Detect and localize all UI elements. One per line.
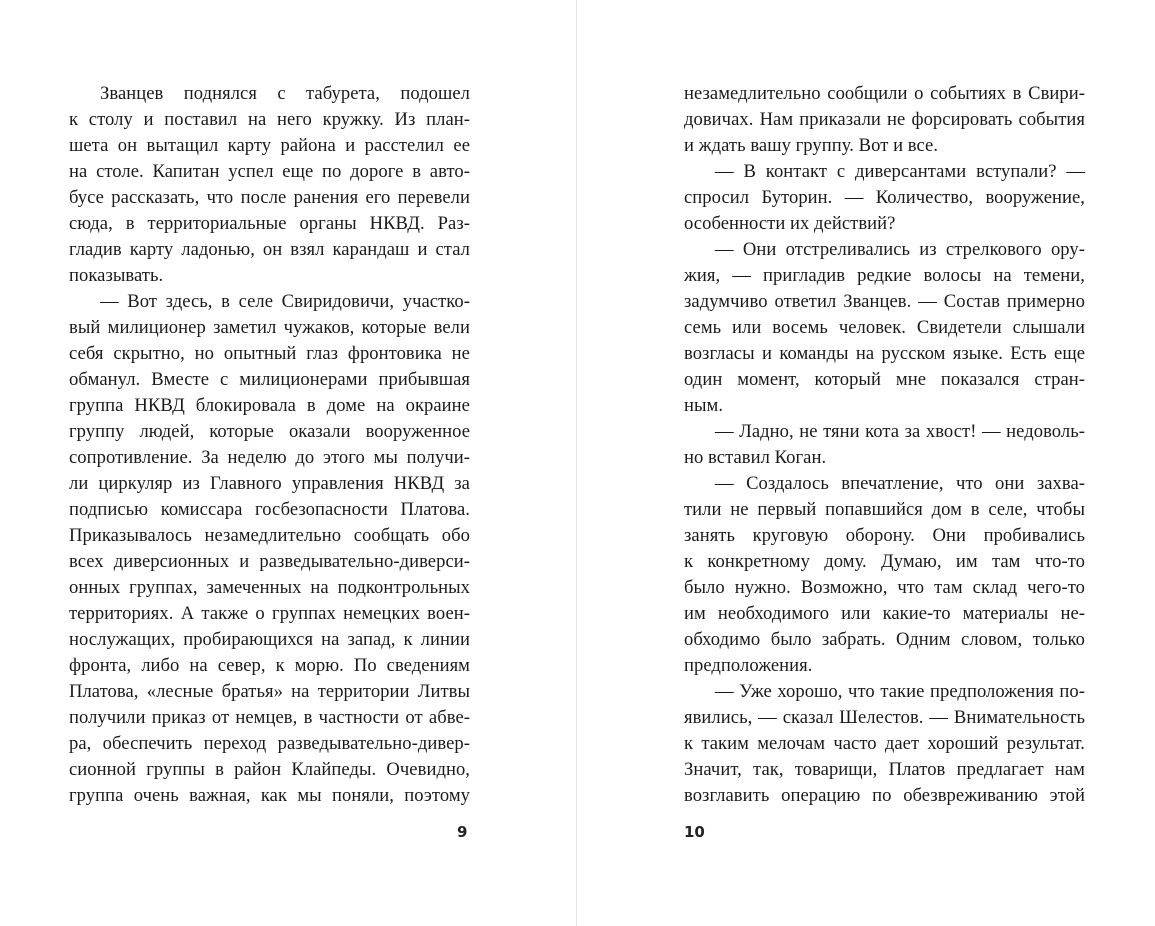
text-line: сионной группы в район Клайпеды. Очевидно, bbox=[69, 759, 470, 780]
text-line: занять круговую оборону. Они пробивались bbox=[684, 525, 1085, 546]
text-line: возглавить операцию по обезвреживанию этой bbox=[684, 785, 1085, 806]
text-line: бусе рассказать, что после ранения его перевели bbox=[69, 187, 470, 208]
text-line: — Они отстреливались из стрелкового ору- bbox=[715, 239, 1085, 260]
text-line: онных группах, замеченных на подконтрольных bbox=[69, 577, 470, 598]
text-line: ра, обеспечить переход разведывательно-дивер- bbox=[69, 733, 470, 754]
text-line: — Вот здесь, в селе Свиридовичи, участко- bbox=[100, 291, 470, 312]
text-line: сюда, в территориальные органы НКВД. Раз- bbox=[69, 213, 470, 234]
text-line: явились, — сказал Шелестов. — Внимательность bbox=[684, 707, 1085, 728]
text-line: гладив карту ладонью, он взял карандаш и стал bbox=[69, 239, 470, 260]
text-line: группа очень важная, как мы поняли, поэтому bbox=[69, 785, 470, 806]
text-line: довичах. Нам приказали не форсировать события bbox=[684, 109, 1085, 130]
text-line: всех диверсионных и разведывательно-диверси- bbox=[69, 551, 470, 572]
page-number: 10 bbox=[684, 823, 705, 841]
text-line: Званцев поднялся с табурета, подошел bbox=[100, 83, 470, 104]
text-line: ным. bbox=[684, 395, 724, 416]
text-line: к таким мелочам часто дает хороший результат. bbox=[684, 733, 1085, 754]
right-page-text bbox=[684, 81, 1085, 809]
text-line: задумчиво ответил Званцев. — Состав примерно bbox=[684, 291, 1085, 312]
text-line: ли циркуляр из Главного управления НКВД за bbox=[69, 473, 470, 494]
text-line: получили приказ от немцев, в частности от абве- bbox=[69, 707, 470, 728]
text-line: незамедлительно сообщили о событиях в Свири- bbox=[684, 83, 1085, 104]
text-line: подписью комиссара госбезопасности Платова. bbox=[69, 499, 470, 520]
right-page bbox=[577, 0, 1155, 926]
page-number: 9 bbox=[457, 823, 468, 841]
text-line: обманул. Вместе с милиционерами прибывшая bbox=[69, 369, 470, 390]
text-line: возгласы и команды на русском языке. Есть еще bbox=[684, 343, 1085, 364]
text-line: Значит, так, товарищи, Платов предлагает нам bbox=[684, 759, 1085, 780]
text-line: к конкретному дому. Думаю, им там что-то bbox=[684, 551, 1085, 572]
text-line: показывать. bbox=[69, 265, 164, 286]
text-line: фронта, либо на север, к морю. По сведениям bbox=[69, 655, 470, 676]
left-page bbox=[0, 0, 576, 926]
text-line: — Создалось впечатление, что они захва- bbox=[715, 473, 1085, 494]
text-line: группу людей, которые оказали вооруженное bbox=[69, 421, 470, 442]
text-line: Приказывалось незамедлительно сообщать обо bbox=[69, 525, 470, 546]
text-line: вый милиционер заметил чужаков, которые вели bbox=[69, 317, 470, 338]
text-line: было нужно. Возможно, что там склад чего-то bbox=[684, 577, 1085, 598]
text-line: жия, — пригладив редкие волосы на темени, bbox=[684, 265, 1085, 286]
text-line: на столе. Капитан успел еще по дороге в авто- bbox=[69, 161, 470, 182]
text-line: — В контакт с диверсантами вступали? — bbox=[715, 161, 1085, 182]
text-line: им необходимого или какие-то материалы не- bbox=[684, 603, 1085, 624]
left-page-text bbox=[69, 81, 470, 809]
text-line: шета он вытащил карту района и расстелил ее bbox=[69, 135, 470, 156]
text-line: к столу и поставил на него кружку. Из план- bbox=[69, 109, 470, 130]
text-line: группа НКВД блокировала в доме на окраине bbox=[69, 395, 470, 416]
text-line: предположения. bbox=[684, 655, 813, 676]
text-line: один момент, который мне показался стран- bbox=[684, 369, 1085, 390]
text-line: нослужащих, пробирающихся на запад, к линии bbox=[69, 629, 470, 650]
text-line: себя скрытно, но опытный глаз фронтовика не bbox=[69, 343, 470, 364]
text-line: семь или восемь человек. Свидетели слышали bbox=[684, 317, 1085, 338]
text-line: сопротивление. За неделю до этого мы получи- bbox=[69, 447, 470, 468]
text-line: и ждать вашу группу. Вот и все. bbox=[684, 135, 939, 156]
text-line: но вставил Коган. bbox=[684, 447, 827, 468]
text-line: обходимо было забрать. Одним словом, только bbox=[684, 629, 1085, 650]
text-line: — Уже хорошо, что такие предположения по- bbox=[715, 681, 1085, 702]
text-line: территориях. А также о группах немецких воен- bbox=[69, 603, 470, 624]
text-line: Платова, «лесные братья» на территории Литвы bbox=[69, 681, 470, 702]
text-line: спросил Буторин. — Количество, вооружение, bbox=[684, 187, 1085, 208]
text-line: тили не первый попавшийся дом в селе, чтобы bbox=[684, 499, 1085, 520]
text-line: особенности их действий? bbox=[684, 213, 896, 234]
text-line: — Ладно, не тяни кота за хвост! — недоволь- bbox=[715, 421, 1085, 442]
